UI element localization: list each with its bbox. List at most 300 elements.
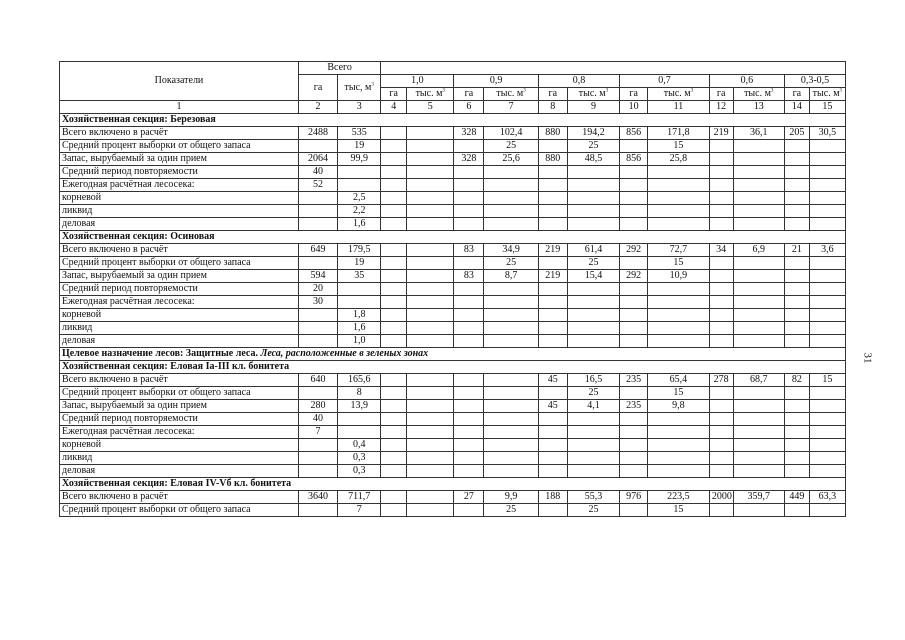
section-row	[60, 478, 846, 491]
table-cell	[567, 335, 620, 348]
table-cell	[484, 413, 539, 426]
table-cell: 72,7	[648, 244, 710, 257]
table-cell: 20	[298, 283, 337, 296]
row-label: Всего включено в расчёт	[60, 491, 299, 504]
total-ha-header: га	[298, 75, 337, 101]
table-cell	[407, 374, 454, 387]
table-cell	[407, 426, 454, 439]
table-cell	[538, 413, 567, 426]
row-label: ликвид	[60, 452, 299, 465]
table-cell	[733, 387, 784, 400]
row-label: Средний процент выборки от общего запаса	[60, 257, 299, 270]
table-cell	[381, 205, 407, 218]
table-cell	[338, 426, 381, 439]
table-cell: 594	[298, 270, 337, 283]
table-cell	[538, 426, 567, 439]
table-cell: 165,6	[338, 374, 381, 387]
table-cell	[484, 465, 539, 478]
group-volume-subheader: тыс. $м^3$	[407, 88, 454, 101]
table-cell	[298, 140, 337, 153]
column-number-cell: 4	[381, 101, 407, 114]
table-cell	[784, 504, 809, 517]
table-cell: 292	[620, 244, 648, 257]
table-cell	[648, 426, 710, 439]
table-cell	[809, 413, 845, 426]
table-cell: 856	[620, 127, 648, 140]
table-cell	[538, 166, 567, 179]
table-cell: 25	[567, 387, 620, 400]
table-cell: 15	[648, 257, 710, 270]
table-cell: 27	[454, 491, 484, 504]
table-cell	[709, 270, 733, 283]
table-cell: 15	[648, 387, 710, 400]
table-cell: 15	[648, 504, 710, 517]
table-cell	[809, 270, 845, 283]
table-cell	[454, 504, 484, 517]
table-cell	[407, 491, 454, 504]
table-cell: 856	[620, 153, 648, 166]
table-cell	[733, 140, 784, 153]
table-cell	[620, 205, 648, 218]
table-cell: 0,3	[338, 465, 381, 478]
table-cell: 15	[809, 374, 845, 387]
table-cell: 7	[298, 426, 337, 439]
column-number-cell: 1	[60, 101, 299, 114]
table-cell: 2064	[298, 153, 337, 166]
table-cell	[407, 413, 454, 426]
cutting-calculation-table	[59, 61, 846, 517]
total-header: Всего	[298, 62, 380, 75]
table-cell	[709, 400, 733, 413]
table-cell	[407, 140, 454, 153]
table-cell	[784, 413, 809, 426]
table-cell	[620, 283, 648, 296]
row-label: деловая	[60, 335, 299, 348]
table-cell	[454, 140, 484, 153]
section-row	[60, 114, 846, 127]
table-cell	[407, 153, 454, 166]
row-label: корневой	[60, 439, 299, 452]
table-cell: 102,4	[484, 127, 539, 140]
group-volume-subheader: тыс. $м^3$	[648, 88, 710, 101]
table-cell	[298, 465, 337, 478]
row-label: деловая	[60, 218, 299, 231]
table-cell	[407, 322, 454, 335]
row-label: Средний период повторяемости	[60, 413, 299, 426]
table-cell	[454, 322, 484, 335]
section-title: Хозяйственная секция: Березовая	[60, 114, 846, 127]
table-cell	[538, 218, 567, 231]
table-cell	[709, 387, 733, 400]
table-cell	[407, 218, 454, 231]
forest-table-sheet	[59, 61, 846, 517]
table-cell	[709, 179, 733, 192]
table-cell	[648, 296, 710, 309]
table-cell	[454, 309, 484, 322]
table-cell	[538, 283, 567, 296]
group-ha-subheader: га	[620, 88, 648, 101]
table-row	[60, 166, 846, 179]
table-cell	[809, 257, 845, 270]
table-cell: 25,8	[648, 153, 710, 166]
table-cell	[454, 192, 484, 205]
table-cell: 82	[784, 374, 809, 387]
table-cell	[538, 465, 567, 478]
table-cell	[784, 270, 809, 283]
table-cell	[784, 426, 809, 439]
table-cell	[648, 283, 710, 296]
table-cell	[538, 205, 567, 218]
table-cell	[648, 179, 710, 192]
table-row	[60, 140, 846, 153]
table-cell	[381, 465, 407, 478]
table-cell	[620, 218, 648, 231]
table-cell	[620, 387, 648, 400]
table-cell	[809, 335, 845, 348]
table-cell: 535	[338, 127, 381, 140]
row-label: деловая	[60, 465, 299, 478]
table-cell	[648, 335, 710, 348]
table-cell: 179,5	[338, 244, 381, 257]
row-label: Ежегодная расчётная лесосека:	[60, 179, 299, 192]
table-cell	[809, 452, 845, 465]
table-cell	[567, 296, 620, 309]
table-cell: 25	[484, 504, 539, 517]
table-cell	[538, 387, 567, 400]
table-cell	[407, 465, 454, 478]
row-label: Всего включено в расчёт	[60, 374, 299, 387]
table-cell	[484, 335, 539, 348]
table-cell: 0,4	[338, 439, 381, 452]
table-cell	[648, 166, 710, 179]
group-volume-subheader: тыс. $м^3$	[809, 88, 845, 101]
table-cell	[381, 140, 407, 153]
table-cell	[733, 439, 784, 452]
table-cell	[709, 283, 733, 296]
table-row	[60, 270, 846, 283]
table-cell	[809, 140, 845, 153]
table-cell	[733, 283, 784, 296]
table-cell	[809, 504, 845, 517]
table-cell	[538, 335, 567, 348]
table-cell	[484, 439, 539, 452]
table-cell	[784, 179, 809, 192]
table-cell	[709, 413, 733, 426]
table-cell	[454, 218, 484, 231]
table-cell	[709, 140, 733, 153]
table-cell	[620, 413, 648, 426]
table-cell	[454, 426, 484, 439]
column-number-cell: 14	[784, 101, 809, 114]
page-number: 31	[861, 352, 874, 364]
table-cell	[709, 439, 733, 452]
table-cell	[338, 413, 381, 426]
table-cell	[620, 179, 648, 192]
section-title: Целевое назначение лесов: Защитные леса. Леса, расположенные в зеленых зонах	[60, 348, 846, 361]
column-number-cell: 8	[538, 101, 567, 114]
table-cell	[733, 322, 784, 335]
table-cell	[784, 205, 809, 218]
table-cell	[484, 452, 539, 465]
table-cell: 976	[620, 491, 648, 504]
table-cell	[733, 400, 784, 413]
table-cell	[484, 205, 539, 218]
table-cell	[648, 413, 710, 426]
table-cell	[567, 452, 620, 465]
table-cell	[381, 257, 407, 270]
table-cell: 40	[298, 413, 337, 426]
table-cell	[407, 296, 454, 309]
table-cell: 34	[709, 244, 733, 257]
table-cell: 188	[538, 491, 567, 504]
row-label: Запас, вырубаемый за один прием	[60, 153, 299, 166]
group-ha-subheader: га	[709, 88, 733, 101]
group-header-2: 0,9	[454, 75, 538, 88]
table-cell: 36,1	[733, 127, 784, 140]
table-cell	[538, 296, 567, 309]
table-cell	[454, 465, 484, 478]
table-cell: 45	[538, 400, 567, 413]
table-cell	[407, 400, 454, 413]
row-label: ликвид	[60, 205, 299, 218]
table-cell	[648, 205, 710, 218]
table-cell: 649	[298, 244, 337, 257]
table-row	[60, 205, 846, 218]
table-cell: 25	[567, 257, 620, 270]
table-cell	[454, 296, 484, 309]
table-cell: 219	[538, 244, 567, 257]
group-volume-subheader: тыс. $м^3$	[567, 88, 620, 101]
group-volume-subheader: тыс. $м^3$	[484, 88, 539, 101]
table-cell: 68,7	[733, 374, 784, 387]
table-cell	[298, 322, 337, 335]
table-cell	[484, 322, 539, 335]
table-cell	[709, 452, 733, 465]
table-row	[60, 322, 846, 335]
table-cell	[484, 426, 539, 439]
table-cell	[620, 439, 648, 452]
table-cell	[454, 205, 484, 218]
table-cell	[648, 439, 710, 452]
table-cell	[407, 244, 454, 257]
table-cell	[648, 309, 710, 322]
table-cell	[567, 166, 620, 179]
table-cell: 219	[538, 270, 567, 283]
table-row	[60, 413, 846, 426]
table-cell: 63,3	[809, 491, 845, 504]
column-number-cell: 5	[407, 101, 454, 114]
table-cell	[809, 153, 845, 166]
table-cell	[620, 504, 648, 517]
table-cell	[784, 140, 809, 153]
table-cell	[454, 374, 484, 387]
table-cell: 52	[298, 179, 337, 192]
table-cell	[733, 413, 784, 426]
table-cell	[567, 205, 620, 218]
table-cell: 205	[784, 127, 809, 140]
table-row	[60, 244, 846, 257]
table-cell	[709, 205, 733, 218]
table-cell	[538, 257, 567, 270]
table-cell	[381, 166, 407, 179]
table-cell: 9,8	[648, 400, 710, 413]
table-cell	[567, 426, 620, 439]
table-cell	[298, 335, 337, 348]
table-cell	[381, 244, 407, 257]
table-cell	[298, 387, 337, 400]
indicators-header: Показатели	[60, 62, 299, 101]
column-number-cell: 3	[338, 101, 381, 114]
table-cell: 292	[620, 270, 648, 283]
column-number-cell: 6	[454, 101, 484, 114]
table-cell	[709, 335, 733, 348]
table-cell	[784, 283, 809, 296]
table-cell: 280	[298, 400, 337, 413]
table-cell: 19	[338, 140, 381, 153]
table-cell	[407, 452, 454, 465]
section-title: Хозяйственная секция: Еловая IV-Vб кл. бонитета	[60, 478, 846, 491]
table-cell	[709, 504, 733, 517]
table-cell	[484, 296, 539, 309]
table-cell	[454, 335, 484, 348]
column-number-cell: 7	[484, 101, 539, 114]
table-cell	[298, 192, 337, 205]
table-cell: 16,5	[567, 374, 620, 387]
table-cell	[733, 218, 784, 231]
table-cell	[381, 322, 407, 335]
table-cell	[407, 504, 454, 517]
table-cell	[454, 283, 484, 296]
table-cell	[454, 179, 484, 192]
table-cell	[567, 465, 620, 478]
table-cell	[709, 166, 733, 179]
table-cell	[381, 452, 407, 465]
table-row	[60, 127, 846, 140]
table-cell	[809, 439, 845, 452]
table-cell	[648, 218, 710, 231]
row-label: Запас, вырубаемый за один прием	[60, 400, 299, 413]
table-cell	[484, 166, 539, 179]
table-cell	[454, 387, 484, 400]
table-cell: 19	[338, 257, 381, 270]
table-row	[60, 335, 846, 348]
table-cell	[648, 452, 710, 465]
table-row	[60, 504, 846, 517]
table-cell	[733, 296, 784, 309]
table-cell: 711,7	[338, 491, 381, 504]
table-cell: 13,9	[338, 400, 381, 413]
table-cell	[538, 504, 567, 517]
table-cell: 171,8	[648, 127, 710, 140]
table-row	[60, 192, 846, 205]
row-label: Всего включено в расчёт	[60, 244, 299, 257]
table-cell	[709, 322, 733, 335]
table-cell: 7	[338, 504, 381, 517]
column-number-cell: 9	[567, 101, 620, 114]
table-cell	[298, 257, 337, 270]
table-cell	[709, 426, 733, 439]
table-cell: 40	[298, 166, 337, 179]
table-cell	[733, 465, 784, 478]
table-cell	[298, 452, 337, 465]
table-cell	[733, 192, 784, 205]
table-cell: 34,9	[484, 244, 539, 257]
section-row	[60, 348, 846, 361]
table-cell	[733, 335, 784, 348]
table-cell: 8,7	[484, 270, 539, 283]
table-cell	[381, 413, 407, 426]
table-cell	[620, 335, 648, 348]
table-row	[60, 257, 846, 270]
row-label: Средний период повторяемости	[60, 283, 299, 296]
table-row	[60, 426, 846, 439]
table-cell	[381, 270, 407, 283]
table-cell	[381, 400, 407, 413]
table-cell	[484, 283, 539, 296]
table-cell	[381, 426, 407, 439]
table-cell: 3640	[298, 491, 337, 504]
table-cell	[454, 166, 484, 179]
table-cell: 359,7	[733, 491, 784, 504]
table-cell: 2000	[709, 491, 733, 504]
table-cell: 1,6	[338, 218, 381, 231]
table-cell	[538, 452, 567, 465]
table-row	[60, 491, 846, 504]
table-cell: 219	[709, 127, 733, 140]
table-cell: 25	[484, 140, 539, 153]
table-cell	[298, 205, 337, 218]
row-label: Средний процент выборки от общего запаса	[60, 140, 299, 153]
table-cell: 2488	[298, 127, 337, 140]
row-label: Ежегодная расчётная лесосека:	[60, 296, 299, 309]
table-cell	[538, 322, 567, 335]
table-cell	[567, 218, 620, 231]
table-cell	[484, 309, 539, 322]
table-cell	[733, 257, 784, 270]
table-cell	[784, 335, 809, 348]
group-header-4: 0,7	[620, 75, 710, 88]
table-cell	[407, 270, 454, 283]
section-title: Хозяйственная секция: Осиновая	[60, 231, 846, 244]
table-cell	[338, 296, 381, 309]
table-cell	[484, 374, 539, 387]
table-cell	[733, 309, 784, 322]
table-cell	[648, 192, 710, 205]
table-cell	[407, 192, 454, 205]
table-cell	[407, 205, 454, 218]
row-label: Всего включено в расчёт	[60, 127, 299, 140]
table-cell	[567, 192, 620, 205]
table-cell	[733, 205, 784, 218]
row-label: Запас, вырубаемый за один прием	[60, 270, 299, 283]
table-cell	[538, 439, 567, 452]
table-cell	[484, 400, 539, 413]
table-row	[60, 309, 846, 322]
group-header-1: 1,0	[381, 75, 454, 88]
table-cell	[454, 400, 484, 413]
table-cell	[784, 166, 809, 179]
table-cell: 4,1	[567, 400, 620, 413]
column-number-cell: 2	[298, 101, 337, 114]
table-cell	[381, 387, 407, 400]
table-cell	[567, 309, 620, 322]
table-cell	[381, 335, 407, 348]
column-numbers-row	[60, 101, 846, 114]
table-cell: 235	[620, 400, 648, 413]
table-cell	[381, 179, 407, 192]
table-cell	[709, 296, 733, 309]
table-cell	[620, 426, 648, 439]
